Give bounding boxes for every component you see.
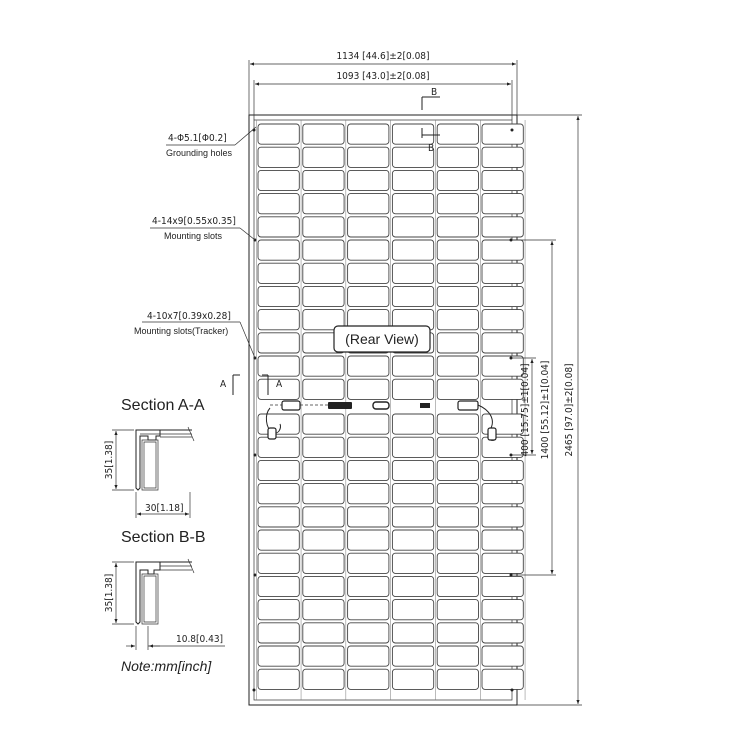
rear-view-label-box xyxy=(334,326,430,352)
solar-cell xyxy=(348,623,389,643)
solar-cell xyxy=(482,507,523,527)
solar-cell xyxy=(482,669,523,689)
solar-cell xyxy=(482,600,523,620)
solar-cell xyxy=(392,286,433,306)
solar-cell xyxy=(392,460,433,480)
solar-cell xyxy=(437,240,478,260)
solar-cell xyxy=(437,147,478,167)
solar-cell xyxy=(303,263,344,283)
solar-cell xyxy=(303,194,344,214)
solar-cell xyxy=(392,530,433,550)
solar-cell xyxy=(258,147,299,167)
solar-cell xyxy=(482,576,523,596)
solar-cell xyxy=(482,286,523,306)
solar-cell xyxy=(348,576,389,596)
solar-cell xyxy=(303,600,344,620)
solar-cell xyxy=(303,646,344,666)
solar-cell xyxy=(437,576,478,596)
solar-cell xyxy=(392,414,433,434)
solar-cell xyxy=(348,147,389,167)
solar-cell xyxy=(437,646,478,666)
solar-cell xyxy=(482,379,523,399)
solar-cell xyxy=(437,263,478,283)
solar-cell xyxy=(258,507,299,527)
solar-cell xyxy=(258,263,299,283)
solar-cell xyxy=(437,170,478,190)
solar-cell xyxy=(348,356,389,376)
solar-cell xyxy=(258,553,299,573)
solar-cell xyxy=(437,414,478,434)
rear-view-label: (Rear View) xyxy=(345,331,419,347)
solar-cell xyxy=(258,484,299,504)
solar-cell xyxy=(392,437,433,457)
solar-cell xyxy=(482,147,523,167)
solar-cell xyxy=(348,240,389,260)
solar-cell xyxy=(437,623,478,643)
section-b-letter-bottom: B xyxy=(428,143,435,154)
solar-cell xyxy=(258,646,299,666)
solar-cell xyxy=(437,333,478,353)
solar-cell xyxy=(482,356,523,376)
solar-cell xyxy=(392,356,433,376)
solar-cell xyxy=(482,484,523,504)
section-aa-height: 35[1.38] xyxy=(104,440,115,480)
solar-cell xyxy=(303,147,344,167)
solar-cell xyxy=(437,124,478,144)
solar-cell xyxy=(303,437,344,457)
section-b-letter-top: B xyxy=(431,87,438,98)
section-bb-width: 10.8[0.43] xyxy=(176,634,224,645)
solar-cell xyxy=(303,124,344,144)
solar-cell xyxy=(437,600,478,620)
solar-cell xyxy=(392,194,433,214)
solar-cell xyxy=(303,356,344,376)
solar-cell xyxy=(348,286,389,306)
solar-cell xyxy=(392,576,433,596)
solar-cell xyxy=(303,170,344,190)
solar-cell xyxy=(392,623,433,643)
solar-cell xyxy=(392,669,433,689)
solar-cell xyxy=(437,460,478,480)
solar-cell xyxy=(437,484,478,504)
solar-cell xyxy=(303,553,344,573)
solar-cell xyxy=(258,333,299,353)
solar-cell xyxy=(482,623,523,643)
mount-spacing-short-dim: 400 [15.75]±1[0.04] xyxy=(520,363,531,457)
solar-cell xyxy=(348,414,389,434)
solar-cell xyxy=(303,414,344,434)
section-aa-width: 30[1.18] xyxy=(145,503,184,514)
solar-cell xyxy=(258,217,299,237)
solar-cell xyxy=(303,507,344,527)
solar-cell xyxy=(348,217,389,237)
solar-cell xyxy=(303,217,344,237)
solar-cell xyxy=(437,379,478,399)
solar-cell xyxy=(258,310,299,330)
solar-cell xyxy=(437,356,478,376)
solar-cell xyxy=(348,194,389,214)
solar-cell xyxy=(348,530,389,550)
solar-cell xyxy=(482,460,523,480)
units-note: Note:mm[inch] xyxy=(121,658,212,674)
solar-cell xyxy=(392,170,433,190)
solar-cell xyxy=(348,170,389,190)
solar-cell xyxy=(482,530,523,550)
solar-cell xyxy=(437,310,478,330)
overall-length-dim: 2465 [97.0]±2[0.08] xyxy=(564,363,575,457)
tracker-size: 4-10x7[0.39x0.28] xyxy=(147,311,231,322)
solar-cell xyxy=(392,553,433,573)
solar-cell xyxy=(482,217,523,237)
section-aa xyxy=(104,397,205,518)
solar-cell xyxy=(348,646,389,666)
solar-cell xyxy=(258,669,299,689)
top-dimensions xyxy=(249,51,517,120)
solar-cell xyxy=(258,530,299,550)
solar-cell xyxy=(437,286,478,306)
solar-cell xyxy=(258,286,299,306)
solar-cell xyxy=(348,460,389,480)
solar-cell xyxy=(482,124,523,144)
mounting-size: 4-14x9[0.55x0.35] xyxy=(152,216,236,227)
solar-cell xyxy=(392,484,433,504)
solar-cell xyxy=(258,576,299,596)
solar-cell xyxy=(303,286,344,306)
solar-cell xyxy=(392,646,433,666)
callout-grounding-holes xyxy=(166,127,256,158)
grounding-label: Grounding holes xyxy=(166,148,233,158)
solar-cell xyxy=(392,600,433,620)
solar-cell xyxy=(437,530,478,550)
solar-cell xyxy=(437,553,478,573)
section-bb-title: Section B-B xyxy=(121,529,206,546)
solar-cell xyxy=(437,507,478,527)
solar-cell xyxy=(437,669,478,689)
solar-cell xyxy=(348,484,389,504)
grounding-size: 4-Φ5.1[Φ0.2] xyxy=(168,133,227,144)
solar-cell xyxy=(258,437,299,457)
solar-cell xyxy=(348,507,389,527)
callout-tracker-slots xyxy=(134,311,255,358)
tracker-label: Mounting slots(Tracker) xyxy=(134,326,229,336)
solar-cell xyxy=(258,600,299,620)
frame-width-dim: 1093 [43.0]±2[0.08] xyxy=(336,71,430,82)
solar-cell xyxy=(303,460,344,480)
section-a-letter-right: A xyxy=(276,379,283,390)
solar-cell xyxy=(392,507,433,527)
solar-cell xyxy=(482,553,523,573)
section-a-letter-left: A xyxy=(220,379,227,390)
solar-cell xyxy=(258,623,299,643)
solar-cell xyxy=(392,217,433,237)
solar-cell xyxy=(482,240,523,260)
solar-cell xyxy=(482,310,523,330)
solar-cell xyxy=(258,240,299,260)
section-aa-title: Section A-A xyxy=(121,397,205,414)
solar-cell xyxy=(303,240,344,260)
solar-cell xyxy=(437,437,478,457)
overall-width-dim: 1134 [44.6]±2[0.08] xyxy=(336,51,430,62)
solar-cell xyxy=(482,170,523,190)
section-bb xyxy=(104,529,225,650)
solar-cell xyxy=(303,576,344,596)
solar-cell xyxy=(348,437,389,457)
solar-cell xyxy=(348,124,389,144)
solar-cell xyxy=(303,530,344,550)
solar-cell xyxy=(392,263,433,283)
solar-cell xyxy=(392,379,433,399)
solar-cell xyxy=(258,194,299,214)
solar-cell xyxy=(392,240,433,260)
solar-cell xyxy=(348,263,389,283)
solar-cell xyxy=(482,194,523,214)
solar-cell xyxy=(437,194,478,214)
solar-cell xyxy=(303,623,344,643)
solar-cell xyxy=(258,124,299,144)
solar-cell xyxy=(348,553,389,573)
mount-spacing-long-dim: 1400 [55.12]±1[0.04] xyxy=(540,360,551,460)
solar-cell xyxy=(303,484,344,504)
solar-cell xyxy=(348,669,389,689)
solar-cell xyxy=(303,669,344,689)
solar-cell xyxy=(348,600,389,620)
solar-cell xyxy=(348,379,389,399)
solar-cell xyxy=(258,170,299,190)
mounting-label: Mounting slots xyxy=(164,231,223,241)
solar-cell xyxy=(392,124,433,144)
solar-cell xyxy=(482,333,523,353)
solar-cell xyxy=(258,356,299,376)
solar-cell xyxy=(303,379,344,399)
solar-cell xyxy=(482,646,523,666)
solar-cell xyxy=(437,217,478,237)
solar-cell xyxy=(482,263,523,283)
section-bb-height: 35[1.38] xyxy=(104,573,115,613)
callout-mounting-slots xyxy=(150,216,255,241)
solar-cell xyxy=(482,437,523,457)
solar-cell xyxy=(258,460,299,480)
